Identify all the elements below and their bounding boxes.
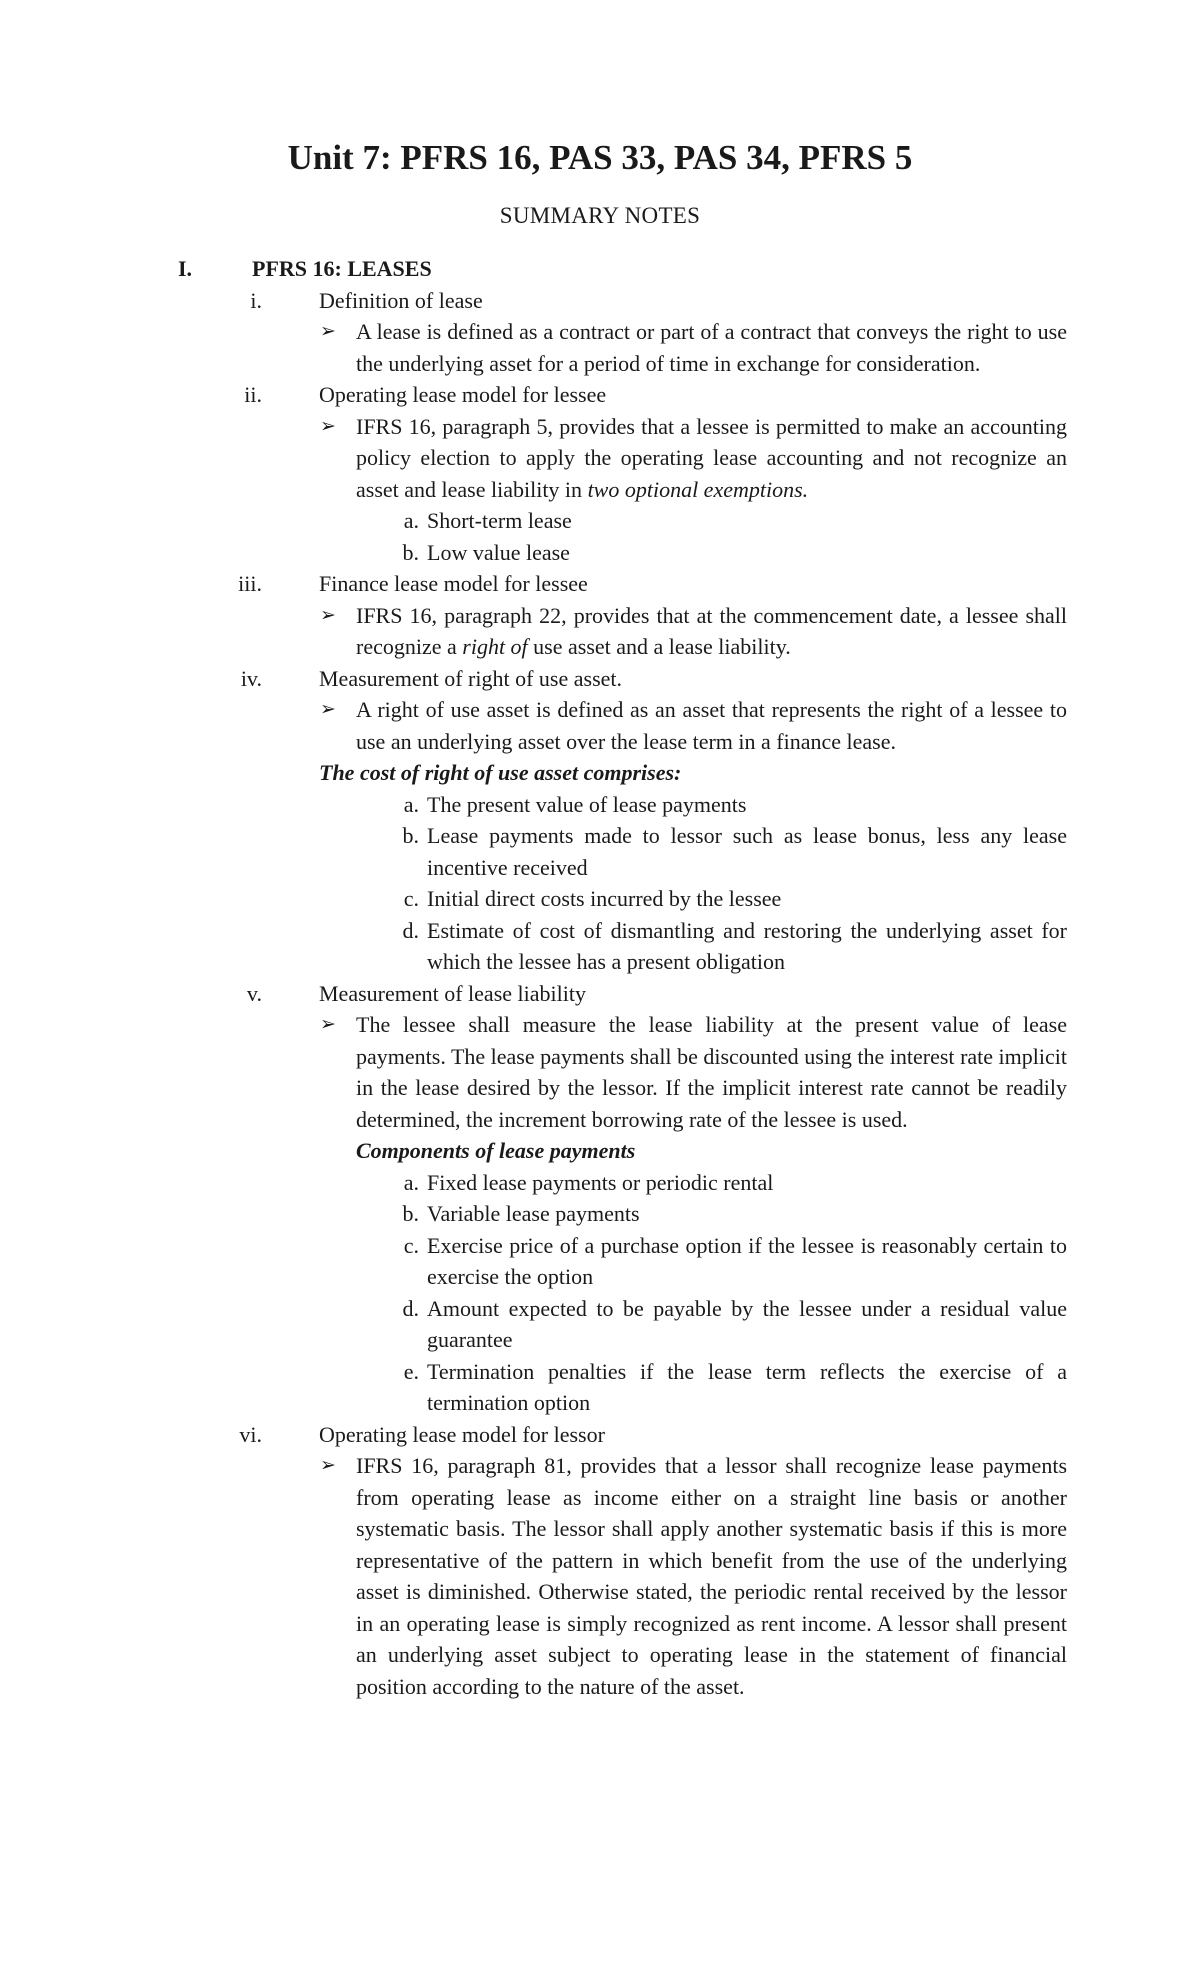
list-item [403,1167,1067,1199]
bullet-emphasis: right of [462,634,528,659]
item-numeral: iii. [238,571,262,596]
bullet-text: IFRS 16, paragraph 22, provides that at the commencement date, a lessee shall recognize a [356,602,1067,659]
bullet-text: A right of use asset is defined as an asset that represents the right of a lessee to use an underlying asset over the lease term in a finance lease. [356,697,1067,754]
bullet-point [320,694,1067,757]
subsection-heading: Components of lease payments [356,1138,636,1163]
item-numeral: i. [250,287,262,313]
item-iv-heading [0,663,1200,695]
bullet-point [320,316,1067,379]
arrow-bullet-icon: ➢ [320,415,336,437]
item-ii-heading [0,379,1200,411]
bullet-text-end: use asset and a lease liability. [527,634,791,659]
list-marker: d. [402,1295,419,1321]
bullet-point [320,600,1067,663]
list-item [403,1356,1067,1419]
bullet-point [320,1450,1067,1702]
list-marker: c. [403,886,419,911]
list-item [402,537,1067,569]
list-item [403,789,1067,821]
list-text: Amount expected to be payable by the lessee under a residual value guarantee [427,1295,1067,1352]
bullet-text: IFRS 16, paragraph 5, provides that a lessee is permitted to make an accounting policy election to apply the operating lease accounting and not recognize an asset and lease liability in [356,413,1067,502]
item-numeral: vi. [239,1421,262,1447]
arrow-bullet-icon: ➢ [320,321,336,342]
list-text: Variable lease payments [427,1201,640,1226]
list-marker: b. [402,539,419,565]
list-marker: b. [402,1201,419,1226]
list-text: Short-term lease [427,508,572,533]
bullet-point [320,1009,1067,1135]
bullet-emphasis: two optional exemptions. [587,476,809,502]
arrow-bullet-icon: ➢ [320,604,336,626]
list-item [403,1230,1067,1293]
list-text: Exercise price of a purchase option if the lessee is reasonably certain to exercise the option [427,1232,1067,1289]
list-text: Initial direct costs incurred by the lessee [427,886,782,911]
list-item [402,820,1067,883]
bullet-text: A lease is defined as a contract or part of a contract that conveys the right to use the underlying asset for a period of time in exchange for consideration. [356,319,1067,376]
item-title: Definition of lease [319,287,483,313]
item-numeral: v. [246,980,262,1006]
arrow-bullet-icon: ➢ [320,1014,336,1035]
list-marker: d. [402,917,419,943]
arrow-bullet-icon: ➢ [320,699,336,720]
page-title: Unit 7: PFRS 16, PAS 33, PAS 34, PFRS 5 [287,138,913,177]
item-numeral: iv. [240,665,262,691]
list-marker: c. [403,1232,419,1258]
list-item [402,1293,1067,1356]
bullet-text: IFRS 16, paragraph 81, provides that a lessor shall recognize lease payments from operating lease as income either on a straight line basis or another systematic basis. The lessor shall apply another systematic basis if this is more representative of the pattern in which benefit from the use of the underlying asset is diminished. Otherwise stated, the periodic rental received by the lessor in an operating lease is simply recognized as rent income. A lessor shall present an underlying asset subject to operating lease in the statement of financial position according to the nature of the asset. [356,1453,1067,1699]
list-item [402,1198,1067,1230]
list-item [403,883,1067,915]
bullet-text: The lessee shall measure the lease liability at the present value of lease payments. The lease payments shall be discounted using the interest rate implicit in the lease desired by the lessor. If the implicit interest rate cannot be readily determined, the increment borrowing rate of the lessee is used. [356,1012,1067,1132]
item-title: Operating lease model for lessee [319,382,607,407]
list-marker: a. [403,1169,419,1195]
item-title: Measurement of right of use asset. [319,665,623,691]
section-number: I. [178,256,193,281]
item-iii-heading [0,568,1200,600]
bullet-point [320,411,1067,506]
item-v-heading [0,978,1200,1010]
list-marker: e. [403,1358,419,1384]
subsection-heading: The cost of right of use asset comprises: [319,760,682,785]
notes-content [0,253,1200,1702]
list-item [403,505,1067,537]
section-title: PFRS 16: LEASES [252,256,432,281]
item-title: Operating lease model for lessor [319,1421,605,1447]
item-numeral: ii. [244,382,262,407]
list-text: The present value of lease payments [427,791,747,817]
list-marker: a. [403,508,419,533]
arrow-bullet-icon: ➢ [320,1455,336,1476]
section-heading [0,253,1200,285]
page-subtitle: SUMMARY NOTES [499,203,701,228]
item-vi-heading [0,1419,1200,1451]
list-marker: a. [403,791,419,817]
list-text: Lease payments made to lessor such as lease bonus, less any lease incentive received [427,823,1067,880]
item-i-heading [0,285,1200,317]
list-text: Termination penalties if the lease term reflects the exercise of a termination option [427,1358,1067,1415]
list-text: Low value lease [427,539,570,565]
list-marker: b. [402,823,419,848]
item-title: Finance lease model for lessee [319,571,588,596]
list-text: Fixed lease payments or periodic rental [427,1169,774,1195]
item-title: Measurement of lease liability [319,980,586,1006]
list-item [402,915,1067,978]
list-text: Estimate of cost of dismantling and restoring the underlying asset for which the lessee has a present obligation [427,917,1067,974]
